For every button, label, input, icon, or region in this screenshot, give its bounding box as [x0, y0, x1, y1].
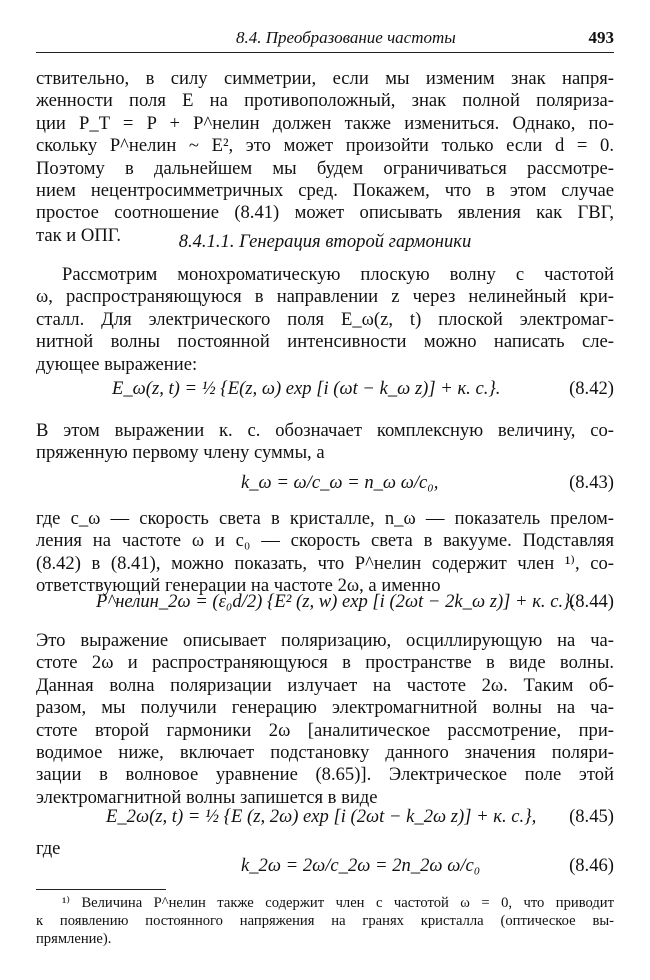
text-line: простое соотношение (8.41) может описывать явления как ГВГ,: [36, 202, 614, 224]
text-line: ления на частоте ω и c₀ — скорость света в вакууме. Подставляя: [36, 530, 614, 552]
running-title: 8.4. Преобразование частоты: [236, 28, 456, 47]
equation-8-44: [36, 591, 614, 627]
equation-number: (8.45): [569, 806, 614, 827]
equation-body: E_ω(z, t) = ½ {E(z, ω) exp [i (ωt − k_ω z)] + к. с.}.: [112, 378, 501, 399]
footnote: [36, 894, 614, 948]
equation-number: (8.44): [569, 591, 614, 612]
equation-body: P^нелин_2ω = (ε₀d/2) {E² (z, w) exp [i (2ωt − 2k_ω z)] + к. с.}.: [96, 591, 576, 612]
text-line: скольку P^нелин ~ E², это может произойти только если d = 0.: [36, 135, 614, 157]
text-line: сталл. Для электрического поля E_ω(z, t) плоской электромаг-: [36, 308, 614, 330]
text-line: Поэтому в дальнейшем мы будем ограничиваться рассмотре-: [36, 157, 614, 179]
equation-number: (8.42): [569, 378, 614, 399]
footnote-rule: [36, 889, 166, 890]
text-line: стоте второй гармоники 2ω [аналитическое рассмотрение, при-: [36, 719, 614, 741]
text-line: так и ОПГ.: [36, 224, 122, 246]
text-line: где c_ω — скорость света в кристалле, n_ω — показатель прелом-: [36, 508, 614, 529]
text-line: зации в волновое уравнение (8.65)]. Электрическое поле этой: [36, 764, 614, 786]
text-line: пряженную первому члену суммы, а: [36, 442, 325, 464]
text-line: ции P_T = P + P^нелин должен также измениться. Однако, по-: [36, 112, 614, 134]
text-line: разом, мы получили генерацию электромагнитной волны на ча-: [36, 697, 614, 719]
equation-8-43: [36, 472, 614, 508]
paragraph-5: [36, 630, 614, 809]
footnote-line: ¹⁾ Величина P^нелин также содержит член с частотой ω = 0, что приводит: [62, 895, 614, 911]
text-line: Рассмотрим монохроматическую плоскую волну с частотой: [62, 264, 614, 285]
text-line: дующее выражение:: [36, 353, 198, 375]
running-header: [36, 26, 614, 53]
word-gde: где: [36, 838, 61, 859]
text-line: В этом выражении к. с. обозначает комплексную величину, со-: [36, 420, 614, 441]
equation-body: E_2ω(z, t) = ½ {E (z, 2ω) exp [i (2ωt − k_2ω z)] + к. с.},: [106, 806, 537, 827]
equation-number: (8.43): [569, 472, 614, 493]
text-line: женности поля E на противоположный, знак полной поляриза-: [36, 90, 614, 112]
equation-body: k_ω = ω/c_ω = n_ω ω/c₀,: [241, 472, 439, 493]
text-line: нитной волны постоянной интенсивности можно написать сле-: [36, 331, 614, 353]
text-line: (8.42) в (8.41), можно показать, что P^нелин содержит член ¹⁾, со-: [36, 552, 614, 574]
paragraph-4: [36, 508, 614, 598]
paragraph-2: [36, 264, 614, 376]
text-line: электромагнитной волны запишется в виде: [36, 786, 378, 808]
equation-number: (8.46): [569, 855, 614, 876]
paragraph-3: [36, 420, 614, 465]
text-line: Данная волна поляризации излучает на частоте 2ω. Таким об-: [36, 674, 614, 696]
equation-8-42: [36, 378, 614, 414]
equation-body: k_2ω = 2ω/c_2ω = 2n_2ω ω/c₀: [241, 855, 481, 876]
text-line: стоте 2ω и распространяющуюся в пространстве в виде волны.: [36, 652, 614, 674]
footnote-line: прямление).: [36, 931, 112, 947]
text-line: ω, распространяющуюся в направлении z через нелинейный кри-: [36, 286, 614, 308]
footnote-line: к появлению постоянного напряжения на гранях кристалла (оптическое вы-: [36, 913, 614, 929]
text-line: водимое ниже, включает подстановку данного значения поляри-: [36, 742, 614, 764]
subsection-title: 8.4.1.1. Генерация второй гармоники: [178, 231, 472, 252]
text-line: нием нецентросимметричных сред. Покажем, что в этом случае: [36, 180, 614, 202]
equation-8-46: [36, 855, 614, 891]
text-line: Это выражение описывает поляризацию, осциллирующую на ча-: [36, 630, 614, 651]
text-line: ствительно, в силу симметрии, если мы изменим знак напря-: [36, 68, 614, 89]
text-line: ответствующий генерации на частоте 2ω, а именно: [36, 575, 441, 597]
page-number: 493: [588, 28, 614, 47]
paragraph-1: [36, 68, 614, 247]
equation-8-45: [36, 806, 614, 842]
